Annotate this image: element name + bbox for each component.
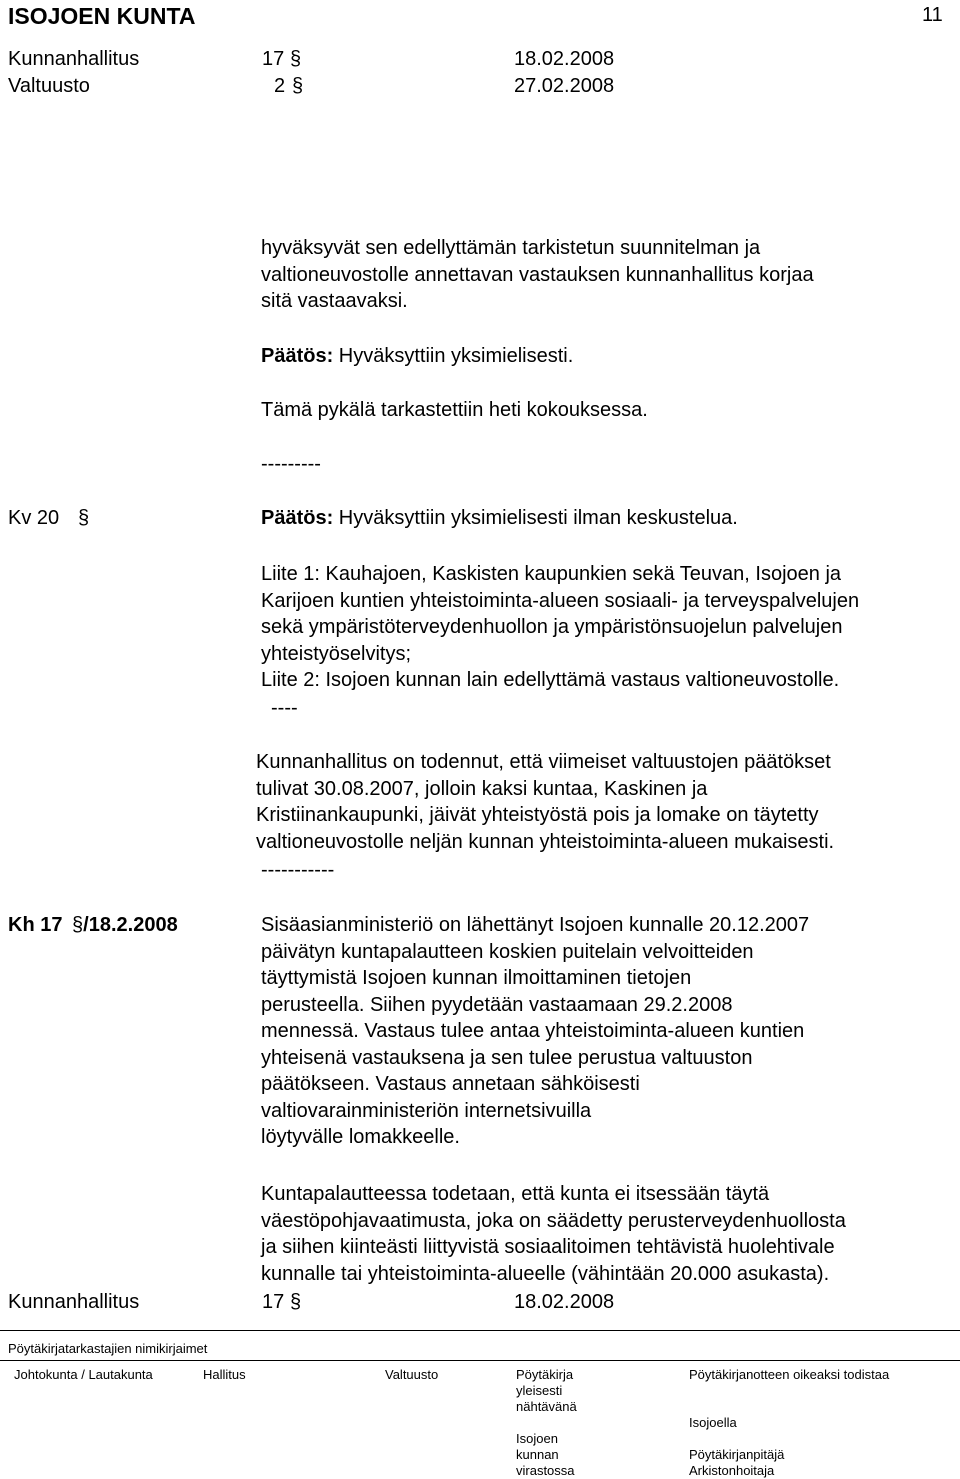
footer-meeting-date: 18.02.2008 (514, 1291, 615, 1313)
text-line: sitä vastaavaksi. (261, 290, 408, 312)
text-line: Kuntapalautteessa todetaan, että kunta ei itsessään täytä (261, 1183, 770, 1205)
kh-paragraph (261, 912, 809, 1151)
meeting-body-2: Valtuusto (8, 75, 90, 97)
footer-rule-top (0, 1330, 960, 1331)
section-sign: § (290, 1291, 302, 1313)
text-line: tulivat 30.08.2007, jolloin kaksi kuntaa, Kaskinen ja (256, 777, 708, 800)
feedback-paragraph (261, 1181, 846, 1287)
text-line: ja siihen kiinteästi liittyvistä sosiaalitoimen tehtävistä huolehtivale (261, 1236, 835, 1258)
text-line: yhteistyöselvitys; (261, 642, 412, 665)
section-sign: § (78, 507, 90, 529)
text-line: väestöpohjavaatimusta, joka on säädetty perusterveydenhuollosta (261, 1209, 846, 1232)
checked-note: Tämä pykälä tarkastettiin heti kokouksessa. (261, 399, 648, 421)
section-sign: § (292, 75, 304, 97)
kh-label-b: /18.2.2008 (83, 914, 178, 936)
meeting-date-2: 27.02.2008 (514, 75, 615, 97)
kh-label-a: Kh 17 (8, 914, 63, 936)
text-line: Liite 1: Kauhajoen, Kaskisten kaupunkien sekä Teuvan, Isojoen ja (261, 563, 842, 585)
text-line: yhteisenä vastauksena ja sen tulee perustua valtuuston (261, 1046, 753, 1069)
text-line: Sisäasianministeriö on lähettänyt Isojoen kunnalle 20.12.2007 (261, 914, 810, 936)
text-line: mennessä. Vastaus tulee antaa yhteistoiminta-alueen kuntien (261, 1020, 805, 1042)
text-line: Kristiinankaupunki, jäivät yhteistyöstä pois ja lomake on täytetty (256, 804, 819, 826)
decision-label: Päätös: (261, 507, 334, 529)
footer-line (689, 1431, 889, 1447)
meeting-date-1: 18.02.2008 (514, 48, 615, 70)
text-line: Kunnanhallitus on todennut, että viimeiset valtuustojen päätökset (256, 751, 831, 773)
footer-meeting-number: 17 (262, 1291, 285, 1313)
footer-col-certify (689, 1367, 889, 1479)
kh-label (8, 912, 178, 938)
decision-text: Hyväksyttiin yksimielisesti ilman keskustelua. (333, 507, 738, 529)
separator-dashes: --------- (261, 453, 321, 475)
footer-line: Isojoen (516, 1431, 558, 1446)
text-line: täyttymistä Isojoen kunnan ilmoittaminen tietojen (261, 967, 692, 989)
meeting-number-1: 17 (262, 48, 285, 70)
intro-paragraph (261, 235, 814, 315)
decision-label: Päätös: (261, 345, 334, 367)
decision-2 (261, 505, 738, 531)
footer-col-committee: Johtokunta / Lautakunta (14, 1367, 153, 1382)
footer-line: Arkistonhoitaja (689, 1463, 775, 1478)
text-line: valtiovarainministeriön internetsivuilla (261, 1099, 592, 1122)
footer-line (516, 1415, 577, 1431)
footer-line: Pöytäkirjanotteen oikeaksi todistaa (689, 1367, 890, 1382)
footer-line: Pöytäkirjanpitäjä (689, 1447, 785, 1462)
meeting-body-1: Kunnanhallitus (8, 48, 140, 70)
footer-line: Isojoella (689, 1415, 737, 1430)
text-line: hyväksyvät sen edellyttämän tarkistetun suunnitelman ja (261, 237, 761, 259)
footer-line: Pöytäkirja (516, 1367, 574, 1382)
separator-dashes: ---- (271, 697, 298, 719)
decision-text: Hyväksyttiin yksimielisesti. (333, 345, 574, 367)
text-line: löytyvälle lomakkeelle. (261, 1126, 460, 1148)
attachments-paragraph (261, 561, 859, 694)
municipality-title: ISOJOEN KUNTA (8, 3, 196, 29)
signatures-label: Pöytäkirjatarkastajien nimikirjaimet (8, 1341, 208, 1356)
page-number: 11 (922, 4, 943, 26)
text-line: päivätyn kuntapalautteen koskien puitelain velvoitteiden (261, 940, 754, 963)
text-line: valtioneuvostolle annettavan vastauksen kunnanhallitus korjaa (261, 263, 814, 286)
footer-line: yleisesti (516, 1383, 563, 1398)
footer-line: kunnan (516, 1447, 559, 1462)
text-line: päätökseen. Vastaus annetaan sähköisesti (261, 1073, 640, 1095)
meeting-number-2: 2 (274, 75, 286, 97)
text-line: Karijoen kuntien yhteistoiminta-alueen sosiaali- ja terveyspalvelujen (261, 589, 860, 612)
footer-line: nähtävänä (516, 1399, 577, 1414)
footer-line: virastossa (516, 1463, 575, 1478)
text-line: valtioneuvostolle neljän kunnan yhteistoiminta-alueen mukaisesti. (256, 830, 835, 853)
decision-1 (261, 343, 573, 369)
text-line: sekä ympäristöterveydenhuollon ja ympäristönsuojelun palvelujen (261, 616, 843, 638)
footer-line (689, 1399, 889, 1415)
footer-line (689, 1383, 889, 1399)
text-line: perusteella. Siihen pyydetään vastaamaan 29.2.2008 (261, 993, 733, 1016)
section-sign: § (72, 914, 84, 936)
footer-col-council: Valtuusto (385, 1367, 439, 1382)
kv-label: Kv 20 (8, 507, 60, 529)
footer-col-board: Hallitus (203, 1367, 246, 1382)
section-sign: § (290, 48, 302, 70)
footer-rule-middle (0, 1360, 960, 1361)
footer-meeting-body: Kunnanhallitus (8, 1291, 140, 1313)
separator-dashes: ----------- (261, 859, 335, 881)
text-line: Liite 2: Isojoen kunnan lain edellyttämä vastaus valtioneuvostolle. (261, 669, 840, 691)
footer-col-public (516, 1367, 577, 1479)
text-line: kunnalle tai yhteistoiminta-alueelle (vähintään 20.000 asukasta). (261, 1262, 830, 1285)
statement-paragraph (256, 749, 834, 855)
